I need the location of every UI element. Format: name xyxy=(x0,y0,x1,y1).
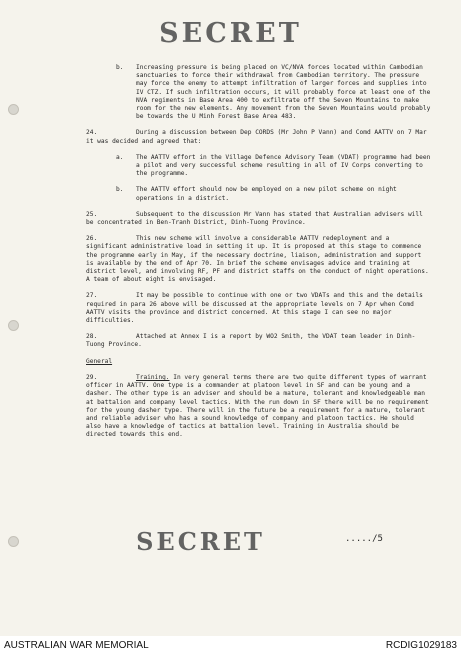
paragraph-text: It may be possible to continue with one or two VDATs and this and the details required in para 26 above will be discussed at the appropriate levels on 7 Apr when Comd AATTV visits the province and district concerned. At this stage I can see no major difficulties. xyxy=(86,292,427,325)
paragraph-24a xyxy=(86,153,435,179)
paragraph-label: 24. xyxy=(86,129,98,137)
punch-hole xyxy=(8,320,19,331)
secret-stamp-top: SECRET xyxy=(159,18,302,49)
archive-footer-bar xyxy=(0,636,461,654)
paragraph-text: This new scheme will involve a considerable AATTV redeployment and a significant administrative load in setting it up. It is proposed at this stage to commence the programme early in May, if the necessary doctrine, liaison, administration and support is available by the end of Apr 70. In brief the scheme envisages advice and training at district level, and involving RF, PF and district staffs on the conduct of night operations. A team of about eight is envisaged. xyxy=(86,235,433,284)
paragraph-text: Attached at Annex I is a report by WO2 Smith, the VDAT team leader in Dinh-Tuong Province. xyxy=(86,333,416,349)
section-heading: General xyxy=(86,357,113,365)
document-body xyxy=(86,64,435,440)
paragraph-text: During a discussion between Dep CORDS (Mr John P Vann) and Comd AATTV on 7 Mar it was decided and agreed that: xyxy=(86,129,431,145)
paragraph-label: 29. xyxy=(86,373,98,381)
paragraph-title: Training. xyxy=(136,373,170,381)
secret-stamp-bottom: SECRET xyxy=(136,527,265,556)
paragraph-label: b. xyxy=(116,64,124,71)
section-heading-general xyxy=(86,358,431,366)
paragraph-text: Increasing pressure is being placed on VC/NVA forces located within Cambodian sanctuaries to force their withdrawal from Cambodian territory. The pressure may force the enemy to attempt infiltration of larger forces and supplies into IV CTZ. If such infiltration occurs, it will probably force at least one of the NVA regiments in Base Area 400 to exfiltrate off the Seven Mountains to make room for the new elements. Any movement from the Seven Mountains would probably be towards the U Minh Forest Base Area 483. xyxy=(136,64,435,121)
paragraph-label: 27. xyxy=(86,292,98,300)
paragraph-25 xyxy=(86,211,431,227)
paragraph-29 xyxy=(86,374,431,440)
continuation-marker: ...../5 xyxy=(345,534,383,544)
paragraph-label: 28. xyxy=(86,333,98,341)
paragraph-label: 26. xyxy=(86,235,98,243)
paragraph-label: b. xyxy=(116,186,124,194)
paragraph-label: 25. xyxy=(86,210,98,218)
paragraph-text xyxy=(86,374,431,440)
paragraph-26 xyxy=(86,235,431,284)
punch-hole xyxy=(8,104,19,115)
paragraph-23b xyxy=(86,64,435,121)
archive-name: AUSTRALIAN WAR MEMORIAL xyxy=(4,640,149,651)
paragraph-28 xyxy=(86,333,431,349)
paragraph-27 xyxy=(86,292,431,325)
archive-reference: RCDIG1029183 xyxy=(385,640,457,651)
paragraph-body: In very general terms there are two quite different types of warrant officer in AATTV. One type is a commander at platoon level in SF and can be young and a dasher. The other type is an adviser and should be a mature, tolerant and knowledgeable man at battalion and company level tactics. With the run down in SF there will be no requirement for the young dasher type. There will in the future be a requirement for a mature, tolerant and reliable adviser who has a sound knowledge of company and platoon tactics. He should also have a knowledge of tactics at battalion level. Training in Australia should be directed towards this end. xyxy=(86,373,433,439)
paragraph-text: Subsequent to the discussion Mr Vann has stated that Australian advisers will be concentrated in Ben-Tranh District, Dinh-Tuong Province. xyxy=(86,210,427,227)
paragraph-24b xyxy=(86,186,431,202)
paragraph-text: The AATTV effort in the Village Defence Advisory Team (VDAT) programme had been a pilot and very successful scheme resulting in all of IV Corps converting to the programme. xyxy=(136,153,435,178)
paragraph-label: a. xyxy=(116,153,124,161)
paragraph-text: The AATTV effort should now be employed on a new pilot scheme on night operations in a district. xyxy=(136,186,401,202)
paragraph-24 xyxy=(86,129,431,145)
